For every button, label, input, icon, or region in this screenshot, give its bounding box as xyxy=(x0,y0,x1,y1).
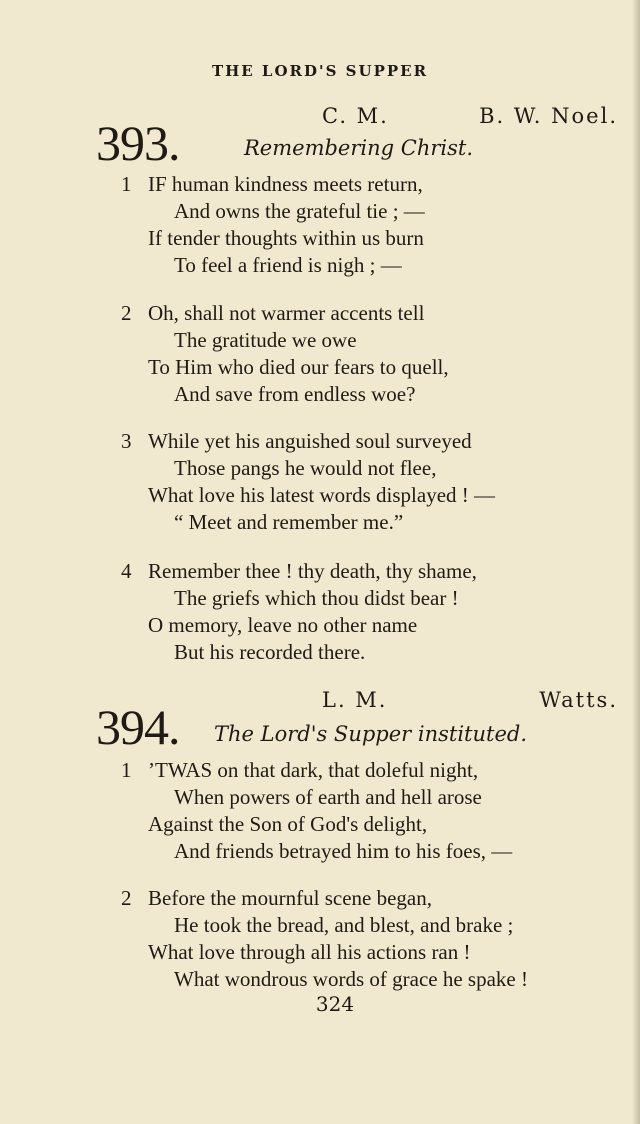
verse-line: Those pangs he would not flee, xyxy=(174,456,437,480)
verse-line: Oh, shall not warmer accents tell xyxy=(148,301,425,325)
verse-line: Against the Son of God's delight, xyxy=(148,812,428,836)
verse-line: To Him who died our fears to quell, xyxy=(148,355,449,379)
verse-line: What love his latest words displayed ! — xyxy=(148,483,496,507)
verse-line: What wondrous words of grace he spake ! xyxy=(174,967,528,991)
page-number: 324 xyxy=(315,992,355,1016)
verse-number: 2 xyxy=(121,301,132,325)
verse-line: If tender thoughts within us burn xyxy=(148,226,424,250)
verse-line: IF human kindness meets return, xyxy=(148,172,423,196)
hymn-author: B. W. Noel. xyxy=(479,104,618,128)
verse-line: And friends betrayed him to his foes, — xyxy=(174,839,513,863)
hymn-subtitle: The Lord's Supper instituted. xyxy=(214,722,527,746)
verse-line: While yet his anguished soul surveyed xyxy=(148,429,472,453)
verse-line: The griefs which thou didst bear ! xyxy=(174,586,459,610)
hymn-number: 394. xyxy=(96,699,180,755)
hymn-number: 393. xyxy=(96,115,180,171)
verse-line: What love through all his actions ran ! xyxy=(148,940,471,964)
verse-number: 4 xyxy=(121,559,132,583)
verse-line: Remember thee ! thy death, thy shame, xyxy=(148,559,477,583)
hymn-header xyxy=(0,100,640,170)
verse-line: To feel a friend is nigh ; — xyxy=(174,253,402,277)
verse-line: When powers of earth and hell arose xyxy=(174,785,482,809)
verse-line: And save from endless woe? xyxy=(174,382,416,406)
verse-number: 2 xyxy=(121,886,132,910)
hymn-subtitle: Remembering Christ. xyxy=(244,136,474,160)
verse-line: And owns the grateful tie ; — xyxy=(174,199,425,223)
verse-line: O memory, leave no other name xyxy=(148,613,418,637)
hymn-header xyxy=(0,684,640,754)
page-edge-shadow xyxy=(632,0,640,1124)
hymn-meter: L. M. xyxy=(322,688,388,712)
verse-number: 3 xyxy=(121,429,132,453)
verse-line: Before the mournful scene began, xyxy=(148,886,432,910)
verse-number: 1 xyxy=(121,758,132,782)
hymn-author: Watts. xyxy=(539,688,618,712)
verse-line: “ Meet and remember me.” xyxy=(174,510,404,534)
verse-line: But his recorded there. xyxy=(174,640,366,664)
verse-number: 1 xyxy=(121,172,132,196)
verse-line: He took the bread, and blest, and brake ; xyxy=(174,913,514,937)
running-head: THE LORD'S SUPPER xyxy=(211,62,429,80)
hymn-meter: C. M. xyxy=(322,104,389,128)
verse-line: The gratitude we owe xyxy=(174,328,357,352)
verse-line: ’TWAS on that dark, that doleful night, xyxy=(148,758,479,782)
